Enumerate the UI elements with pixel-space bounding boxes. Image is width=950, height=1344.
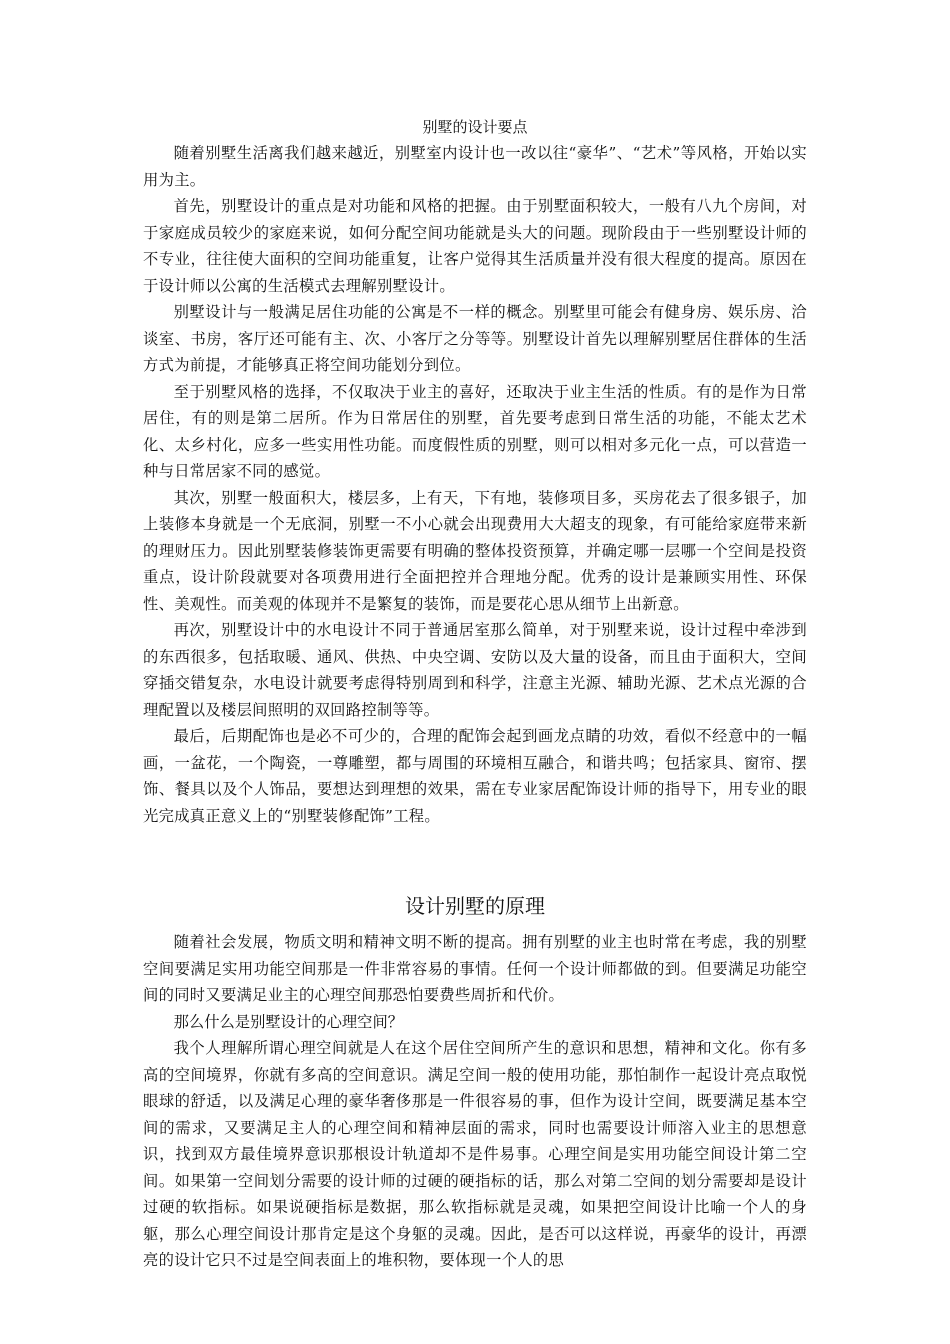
- paragraph: 首先，别墅设计的重点是对功能和风格的把握。由于别墅面积较大，一般有八九个房间，对于家庭成员较少的家庭来说，如何分配空间功能就是头大的问题。现阶段由于一些别墅设计师的不专业，往往使大面积的空间功能重复，让客户觉得其生活质量并没有很大程度的提高。原因在于设计师以公寓的生活模式去理解别墅设计。: [143, 197, 807, 295]
- paragraph: 别墅设计与一般满足居住功能的公寓是不一样的概念。别墅里可能会有健身房、娱乐房、洽谈室、书房，客厅还可能有主、次、小客厅之分等等。别墅设计首先以理解别墅居住群体的生活方式为前提，才能够真正将空间功能划分到位。: [143, 303, 807, 374]
- section-title-design-points: 别墅的设计要点: [422, 118, 528, 136]
- paragraph: 我个人理解所谓心理空间就是人在这个居住空间所产生的意识和思想，精神和文化。你有多高的空间境界，你就有多高的空间意识。满足空间一般的使用功能，那怕制作一起设计亮点取悦眼球的舒适，以及满足心理的豪华奢侈那是一件很容易的事，但作为设计空间，既要满足基本空间的需求，又要满足主人的心理空间和精神层面的需求，同时也需要设计师溶入业主的思想意识，找到双方最佳境界意识那根设计轨道却不是件易事。心理空间是实用功能空间设计第二空间。如果第一空间划分需要的设计师的过硬的硬指标的话，那么对第二空间的划分需要却是设计过硬的软指标。如果说硬指标是数据，那么软指标就是灵魂，如果把空间设计比喻一个人的身躯，那么心理空间设计那肯定是这个身躯的灵魂。因此，是否可以这样说，再豪华的设计，再漂亮的设计它只不过是空间表面上的堆积物，要体现一个人的思: [143, 1039, 807, 1269]
- paragraph: 随着别墅生活离我们越来越近，别墅室内设计也一改以往“豪华”、“艺术”等风格，开始以实用为主。: [143, 144, 807, 189]
- paragraph: 随着社会发展，物质文明和精神文明不断的提高。拥有别墅的业主也时常在考虑，我的别墅空间要满足实用功能空间那是一件非常容易的事情。任何一个设计师都做的到。但要满足功能空间的同时又要满足业主的心理空间那恐怕要费些周折和代价。: [143, 933, 807, 1004]
- paragraph: 其次，别墅一般面积大，楼层多，上有天，下有地，装修项目多，买房花去了很多银子，加上装修本身就是一个无底洞，别墅一不小心就会出现费用大大超支的现象，有可能给家庭带来新的理财压力。因此别墅装修装饰更需要有明确的整体投资预算，并确定哪一层哪一个空间是投资重点，设计阶段就要对各项费用进行全面把控并合理地分配。优秀的设计是兼顾实用性、环保性、美观性。而美观的体现并不是繁复的装饰，而是要花心思从细节上出新意。: [143, 488, 807, 613]
- document-page: [143, 114, 807, 1274]
- paragraph: 再次，别墅设计中的水电设计不同于普通居室那么简单，对于别墅来说，设计过程中牵涉到的东西很多，包括取暖、通风、供热、中央空调、安防以及大量的设备，而且由于面积大，空间穿插交错复杂，水电设计就要考虑得特别周到和科学，注意主光源、辅助光源、艺术点光源的合理配置以及楼层间照明的双回路控制等等。: [143, 621, 807, 719]
- section-spacer: [143, 829, 807, 873]
- paragraph: 最后，后期配饰也是必不可少的，合理的配饰会起到画龙点睛的功效，看似不经意中的一幅画，一盆花，一个陶瓷，一尊雕塑，都与周围的环境相互融合，和谐共鸣；包括家具、窗帘、摆饰、餐具以及个人饰品，要想达到理想的效果，需在专业家居配饰设计师的指导下，用专业的眼光完成真正意义上的“别墅装修配饰”工程。: [143, 727, 807, 825]
- section-title-principles: 设计别墅的原理: [405, 894, 545, 918]
- question-line: 那么什么是别墅设计的心理空间？: [173, 1012, 404, 1031]
- paragraph: 至于别墅风格的选择，不仅取决于业主的喜好，还取决于业主生活的性质。有的是作为日常居住，有的则是第二居所。作为日常居住的别墅，首先要考虑到日常生活的功能，不能太艺术化、太乡村化，应多一些实用性功能。而度假性质的别墅，则可以相对多元化一点，可以营造一种与日常居家不同的感觉。: [143, 382, 807, 480]
